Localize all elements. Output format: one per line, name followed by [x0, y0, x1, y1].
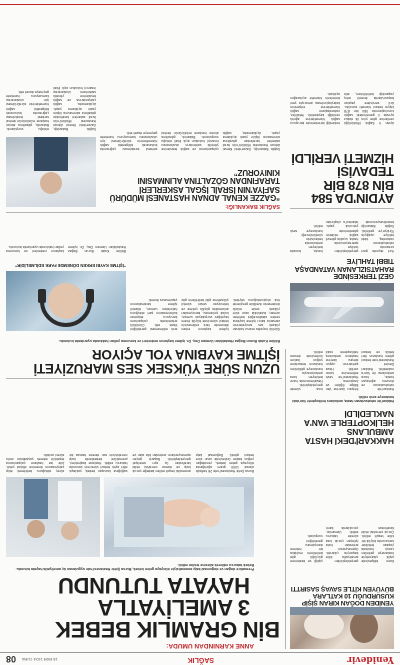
issue-date: 18 EKİM 2024 CUMA — [22, 657, 58, 661]
child-story-photo — [290, 607, 394, 649]
main-lead: Prematüre doğan ve doğumsal kalp anomalisiyle dünyaya gelen bebek, Bursa Şehir Hastanesi'nde uygulanan üç ameliyatla hayata tutundu. Bebek taburcu edilerek ailesine teslim edildi. — [15, 562, 254, 571]
hearing-quote: “İŞİTME KAYBI ERKEN DÖNEMDE FARK EDİLMELİDİR” — [15, 263, 126, 268]
ambulance-headline: HAKKARİ'DEKİ HASTA AMBULANS HELİKOPTERLE VAN'A NAKLEDİLDİ — [304, 409, 394, 446]
hearing-lead: Bölüm Kulak Burun Boğaz Hastalıkları Uzmanı Doç. Dr. işitme kaybının nedenleri ve korunma yolları hakkında uyarılarda bulundu. — [58, 339, 280, 343]
doctors-photo-illustration — [6, 477, 100, 557]
column-divider — [285, 349, 286, 649]
footer-rule — [0, 4, 400, 5]
center-headline: “GAZZE KENAL ADNAN HASTANESİ MÜDÜRÜ SAFİYA'NIN İSRAİL İŞGAL ASKERLERİ TARAFINDAN GÖZALTINA ALINMASINI KINIYORUZ” — [109, 167, 280, 202]
hearing-body: Günlük hayatta maruz kalınan yüksek ses seviyelerinin zamanla kalıcı işitme kaybına neden olabileceğini belirten uzman, kulaklıkla uzun süre yüksek sesle müzik dinlemenin özellikle gençlerde risk oluşturduğunu söyledi. İşitme kaybının erken dönemde fark edilmesinin tedavi sürecinde büyük önem taşıdığını vurgulayan uzman, kulak çınlaması, konuşmaları anlamakta güçlük çekme ve televizyon sesini sürekli yükseltme gibi belirtilerin göz ardı edilmemesi gerektiğini ifade etti. Gürültülü ortamlarda çalışanların koruyucu ekipman kullanmasının şart olduğunu hatırlatan uzman, düzenli işitme taramalarının yapılmasını önerdi. — [130, 298, 280, 331]
main-photo-doctors — [6, 477, 100, 557]
main-headline-line1: BİN GRAMLIK BEBEK — [55, 617, 280, 642]
stats-headline: AYDIN'DA 584 BİN 878 BİR TEDAVİSİ HİZMETİ VERİLDİ — [291, 151, 394, 206]
section-label: SAĞLIK — [187, 656, 214, 663]
center-photo — [6, 137, 96, 207]
lower-divider — [6, 212, 282, 213]
hearing-body-continued: Bölüm Kulak Burun Boğaz Hastalıkları Uzmanı Doç. Dr. işitme kaybının nedenleri ve korunma yolları hakkında uyarılarda bulundu. — [6, 244, 126, 253]
hearing-headline: UZUN SÜRE YÜKSEK SES MARUZİYETİ İŞİTME KAYBINA YOL AÇIYOR — [33, 346, 280, 376]
travel-headline: GEZİ TERKESİNDE RAHATSIZLANAN VATANDAŞA TIBBİ TAHLİYE — [295, 257, 394, 279]
center-body-continued: Sağlık Bakanlığı, Gazze'deki Kemal Adnan Hastanesi Müdürü'nün İsrail askerleri tarafından gözaltına alınmasına ilişkin yazılı açıklama yaptı. Açıklamada, sağlık çalışanlarına ve sağlık tesislerine yönelik saldırıların uluslararası insancıl hukukun açık ihlali olduğu vurgulandı. Bakanlık, gözaltına alınan hastane müdürünün derhal serbest bırakılması çağrısında bulunarak bölgedeki sağlık hizmetlerinin sürdürülmesi için uluslararası kamuoyunu harekete geçmeye davet etti. — [6, 86, 96, 131]
center-kicker: SAĞLIK BAKANLIĞI: — [225, 203, 280, 209]
main-story-body: Bursa Şehir Hastanesi'nde 26 haftalık olarak 1000 gram ağırlığında dünyaya gelen bebek, yenidoğan yoğun bakım ünitesinde uzun süre tedavi gördü. Doğumsal kalp anomalisi tespit edilen bebeğe çocuk kalp ve damar cerrahisi ekibi tarafından üç ayrı ameliyat gerçekleştirildi. Başarılı geçen operasyonların ardından kilo alan ve sağlığına kavuşan bebek, yaklaşık dört aylık tedavi sürecinin sonunda taburcu edildi. Hastane başhekimi, prematüre bebeklerde kalp cerrahisinin son derece hassas bir süreç olduğunu belirterek ekip çalışmasının önemine dikkat çekti. Aile ise hastane çalışanlarına teşekkür ederek yaşadıkları zorlu süreci anlattı. — [6, 452, 254, 473]
headphones-photo-illustration — [6, 271, 126, 331]
ambulance-lead: Hakkari'de rahatsızlanan hasta, ambulans helikopterle Van'daki hastaneye sevk edildi. — [292, 394, 394, 403]
plane-photo-illustration — [290, 283, 394, 323]
main-kicker: ANNE KARNINDAN UMUDA: — [166, 642, 254, 649]
child-story-headline: YENİDEN DOĞAN KIRAN ŞİŞİP KUSURDUĞU 10 KATLARA BÜYÜYEN KİTLE SAVAŞ SASIRTTI — [291, 585, 394, 606]
stats-body: Aydın İl Sağlık Müdürlüğü verilerine göre yılın ilk dokuz ayında il genelindeki sağlık kuruluşlarında 584 bin 878 kişiye tedavi hizmeti sunuldu. Acil servislere yapılan başvurularda önemli artış yaşandığı belirtilirken, aile hekimliği birimlerinde koruyucu sağlık hizmetlerine ağırlık verildiği kaydedildi. Yetkililer, vatandaşların sağlık hizmetlerine erişiminin kolaylaştırılması amacıyla yeni birimlerin hizmete açılacağını açıkladı. — [290, 92, 394, 125]
main-photo-baby — [104, 477, 254, 557]
hearing-photo — [6, 271, 126, 331]
baby-photo-illustration — [104, 477, 254, 557]
main-headline-line3: HAYATA TUTUNDU — [58, 573, 250, 598]
left-divider — [290, 326, 394, 327]
main-headline-line2: 3 AMELİYATLA — [97, 595, 250, 620]
page-number: 08 — [6, 654, 17, 664]
ambulance-body: Hakkari'de rahatsızlanan ve durumu ağırlaşan hasta, hava ambulansı ile Van'a nakledildi. Hakkari Devlet Hastanesi'nde tedavi gören hastanın ileri tetkik ve tedavi ihtiyacı üzerine Van Bölge Eğitim ve Araştırma Hastanesi'ne sevk edilmesine karar verildi. Hava şartlarının uygun olması üzerine hastanın ambulans helikopterle nakli kısa sürede gerçekleştirildi. Havalimanında hazır bekleyen kara ambulansıyla hastaneye götürülen hastanın tedavisine yoğun bakım ünitesinde devam edildi. — [290, 350, 394, 391]
travel-body: Yurt dışında gezi sırasında rahatsızlanan vatandaş, tıbbi tahliye uçağıyla Türkiye'ye getirildi. Sağlık Bakanlığı koordinasyonunda gerçekleştirilen tahliye operasyonunda hasta, uçakta görevli sağlık ekibinin gözetiminde yolculuk yaptı. İstanbul'a ulaştırılan hasta, burada bekleyen ambulansla tedavisinin sürdürüleceği hastaneye sevk edildi. — [290, 220, 394, 253]
stats-divider — [290, 208, 394, 209]
page-header — [0, 652, 400, 665]
travel-photo — [290, 283, 394, 323]
child-story-body: Karın bölgesinde şişlik şikayetiyle hastaneye getirilen çocuk hastada yapılan tetkikler sonucunda büyük bir kitle tespit edildi. Çocuk cerrahisi ekibi tarafından gerçekleştirilen ameliyatla kitle başarıyla çıkarıldı. Operasyonun ardından hızla iyileşen çocuk kısa sürede taburcu edildi. Uzmanlar, çocuklarda karın şişliği ve beslenme güçlüğü gibi belirtilerin mutlaka bir hekime danışılması gerektiğini vurguladı. — [290, 526, 394, 563]
child-photo-illustration — [290, 607, 394, 649]
center-body: Sağlık Bakanlığı, Gazze'deki Kemal Adnan Hastanesi Müdürü'nün İsrail askerleri tarafından gözaltına alınmasına ilişkin yazılı açıklama yaptı. Açıklamada, sağlık çalışanlarına ve sağlık tesislerine yönelik saldırıların uluslararası insancıl hukukun açık ihlali olduğu vurgulandı. Bakanlık, gözaltına alınan hastane müdürünün derhal serbest bırakılması çağrısında bulunarak bölgedeki sağlık hizmetlerinin sürdürülmesi için uluslararası kamuoyunu harekete geçmeye davet etti. — [100, 130, 280, 151]
ministry-photo-illustration — [6, 137, 96, 207]
newspaper-logo: Yenidevir — [347, 654, 394, 664]
section-divider — [6, 378, 282, 379]
